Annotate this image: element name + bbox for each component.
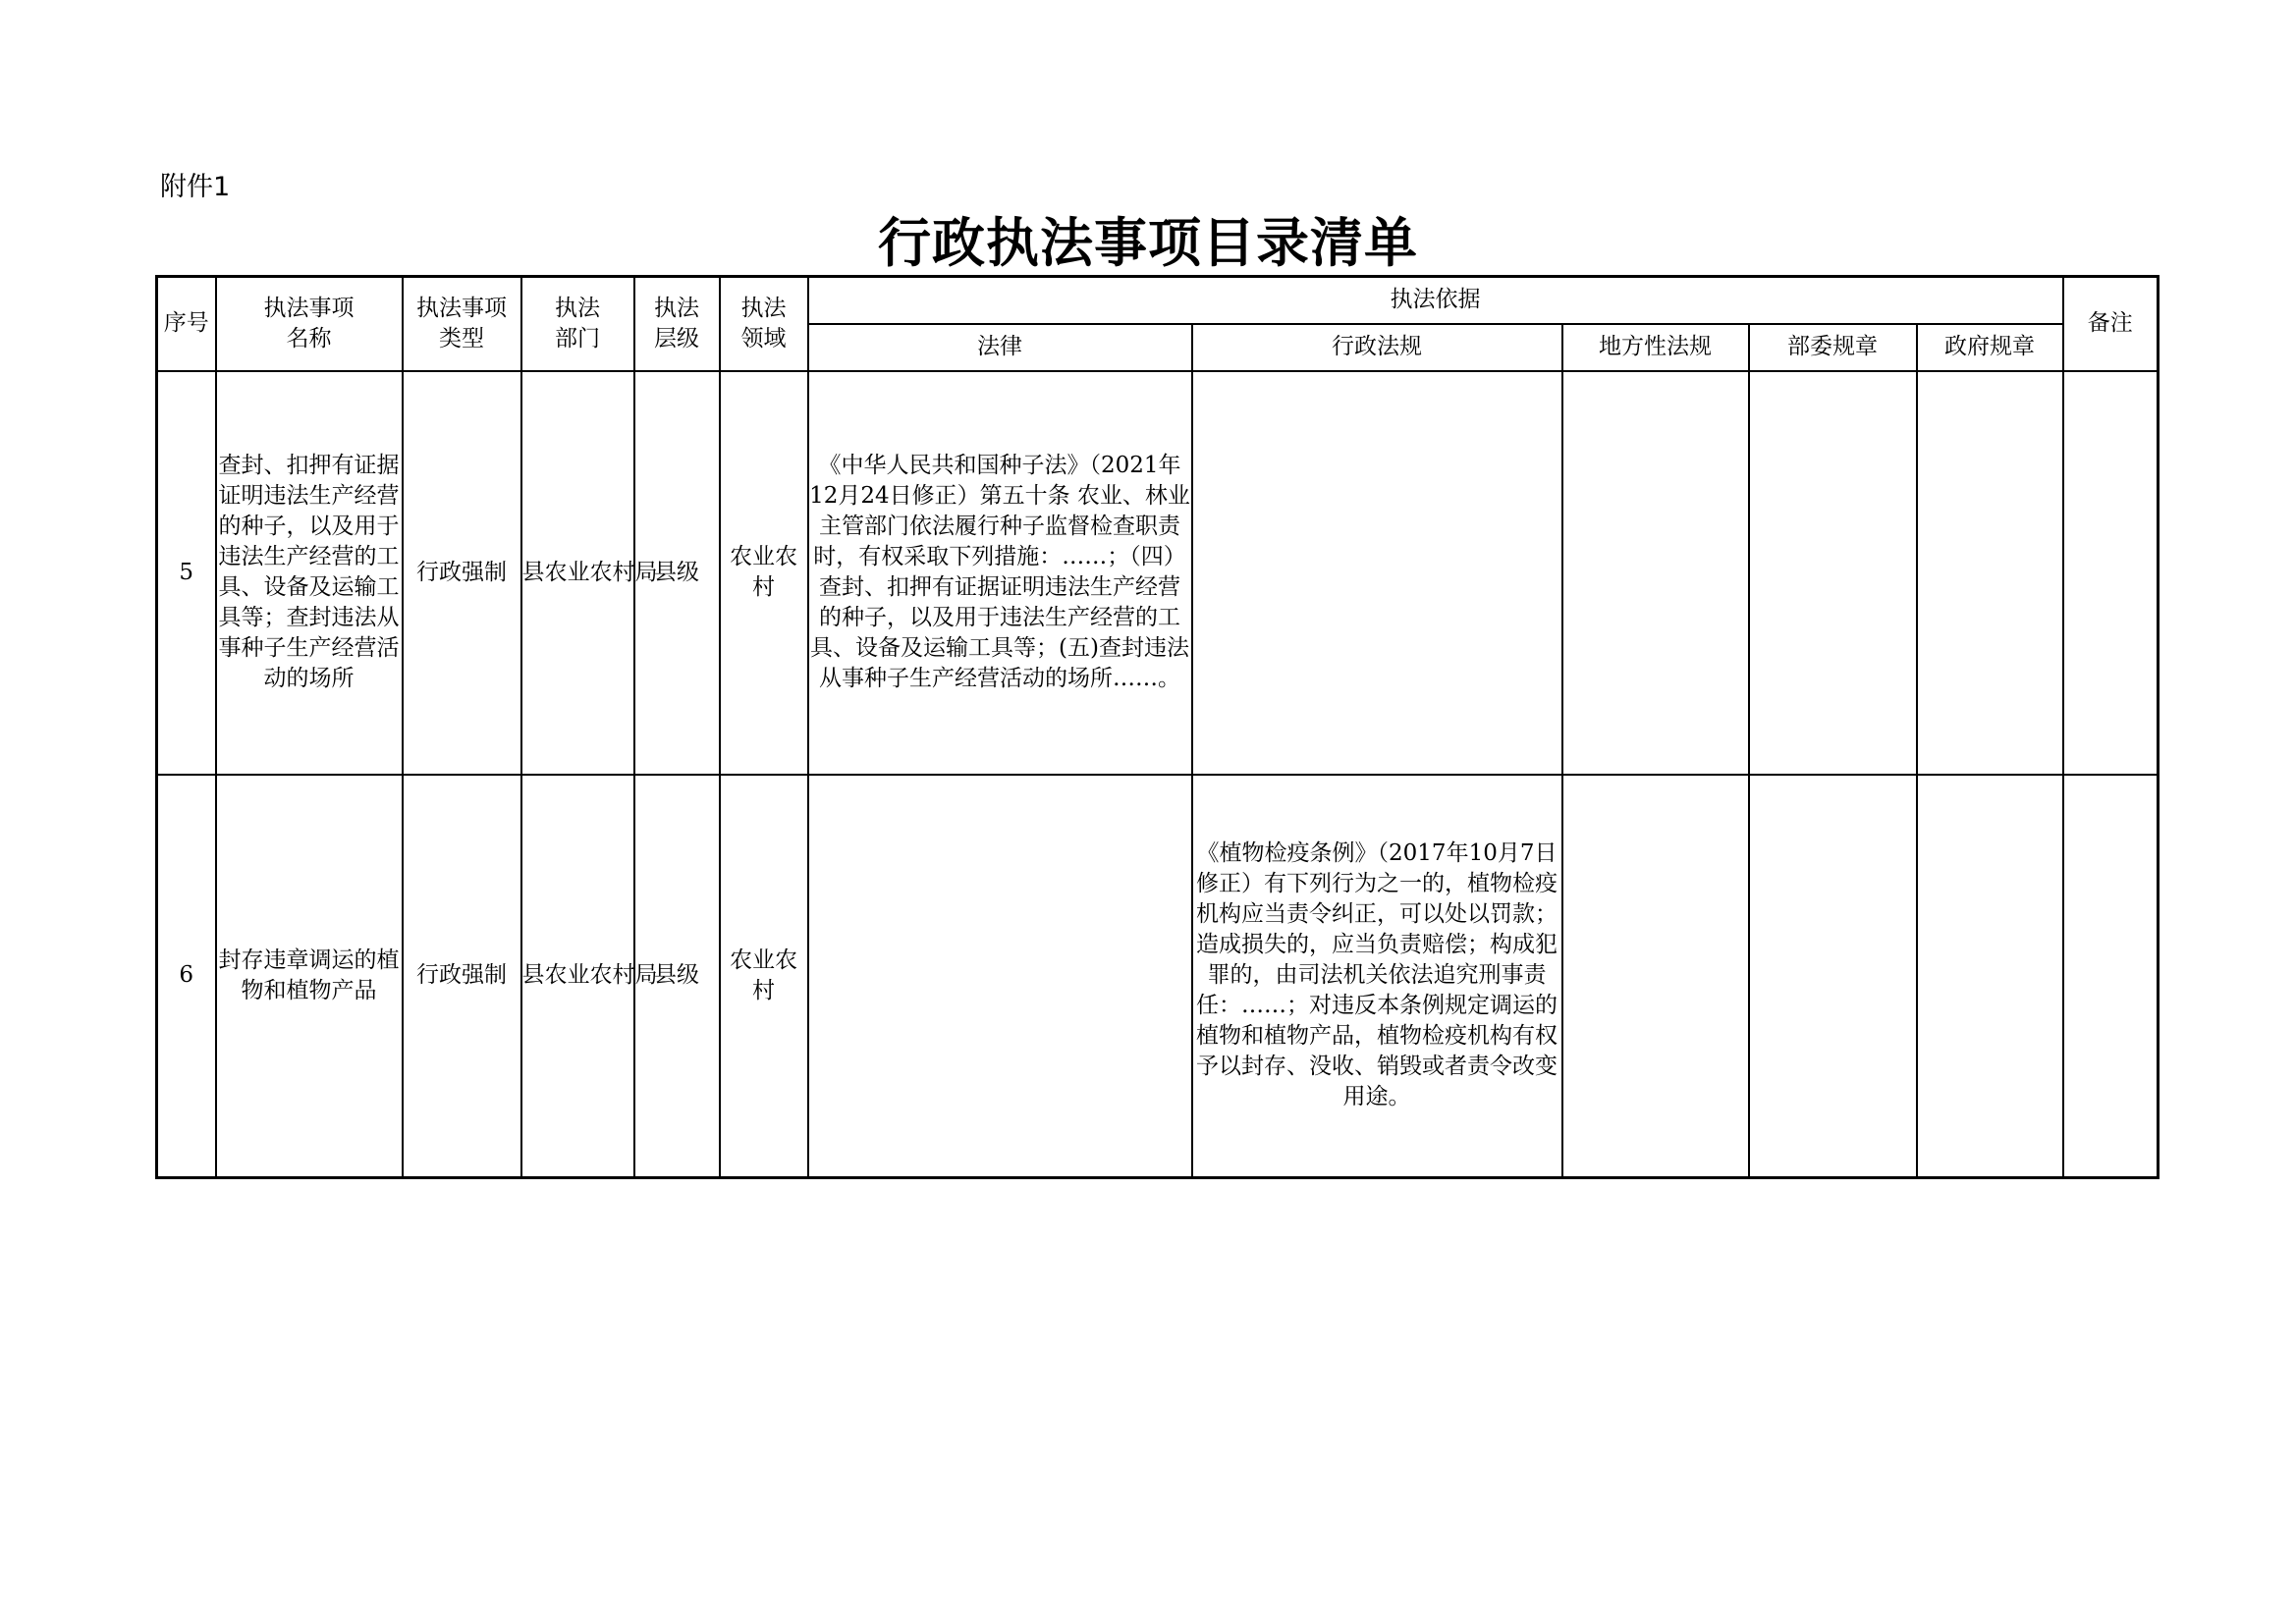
header-remarks: 备注 (2063, 277, 2159, 371)
row-department: 县农业农村局 (521, 371, 634, 775)
header-basis: 执法依据 (808, 277, 2063, 324)
row-department: 县农业农村局 (521, 775, 634, 1178)
row-level: 县级 (634, 371, 720, 775)
header-government-rule: 政府规章 (1917, 324, 2063, 371)
row-domain: 农业农村 (720, 371, 808, 775)
header-item-type: 执法事项 类型 (403, 277, 521, 371)
row-item-type: 行政强制 (403, 371, 521, 775)
row-ministry-rule (1749, 775, 1917, 1178)
table-row (157, 371, 2159, 775)
row-government-rule (1917, 371, 2063, 775)
header-level: 执法 层级 (634, 277, 720, 371)
row-local-regulation (1562, 371, 1749, 775)
enforcement-items-table (155, 275, 2159, 1179)
row-index: 6 (157, 775, 216, 1178)
row-government-rule (1917, 775, 2063, 1178)
row-item-type: 行政强制 (403, 775, 521, 1178)
header-local-regulation: 地方性法规 (1562, 324, 1749, 371)
row-index: 5 (157, 371, 216, 775)
row-remarks (2063, 371, 2159, 775)
row-item-name: 封存违章调运的植物和植物产品 (216, 775, 403, 1178)
page-title: 行政执法事项目录清单 (878, 211, 1418, 274)
row-law: 《中华人民共和国种子法》（2021年12月24日修正）第五十条 农业、林业主管部门依法履行种子监督检查职责时，有权采取下列措施：……；（四）查封、扣押有证据证明违法生产经营的种子，以及用于违法生产经营的工具、设备及运输工具等；(五)查封违法从事种子生产经营活动的场所……。 (808, 371, 1192, 775)
header-law: 法律 (808, 324, 1192, 371)
row-item-name: 查封、扣押有证据证明违法生产经营的种子，以及用于违法生产经营的工具、设备及运输工具等；查封违法从事种子生产经营活动的场所 (216, 371, 403, 775)
row-local-regulation (1562, 775, 1749, 1178)
table-row (157, 775, 2159, 1178)
row-admin-regulation (1192, 371, 1562, 775)
row-admin-regulation: 《植物检疫条例》（2017年10月7日修正）有下列行为之一的，植物检疫机构应当责令纠正，可以处以罚款；造成损失的，应当负责赔偿；构成犯罪的，由司法机关依法追究刑事责任：……；对违反本条例规定调运的植物和植物产品，植物检疫机构有权予以封存、没收、销毁或者责令改变用途。 (1192, 775, 1562, 1178)
row-ministry-rule (1749, 371, 1917, 775)
header-department: 执法 部门 (521, 277, 634, 371)
row-level: 县级 (634, 775, 720, 1178)
row-law (808, 775, 1192, 1178)
header-domain: 执法 领域 (720, 277, 808, 371)
row-domain: 农业农村 (720, 775, 808, 1178)
header-ministry-rule: 部委规章 (1749, 324, 1917, 371)
row-remarks (2063, 775, 2159, 1178)
attachment-label: 附件1 (160, 172, 231, 202)
header-admin-regulation: 行政法规 (1192, 324, 1562, 371)
header-index: 序号 (157, 277, 216, 371)
header-item-name: 执法事项 名称 (216, 277, 403, 371)
